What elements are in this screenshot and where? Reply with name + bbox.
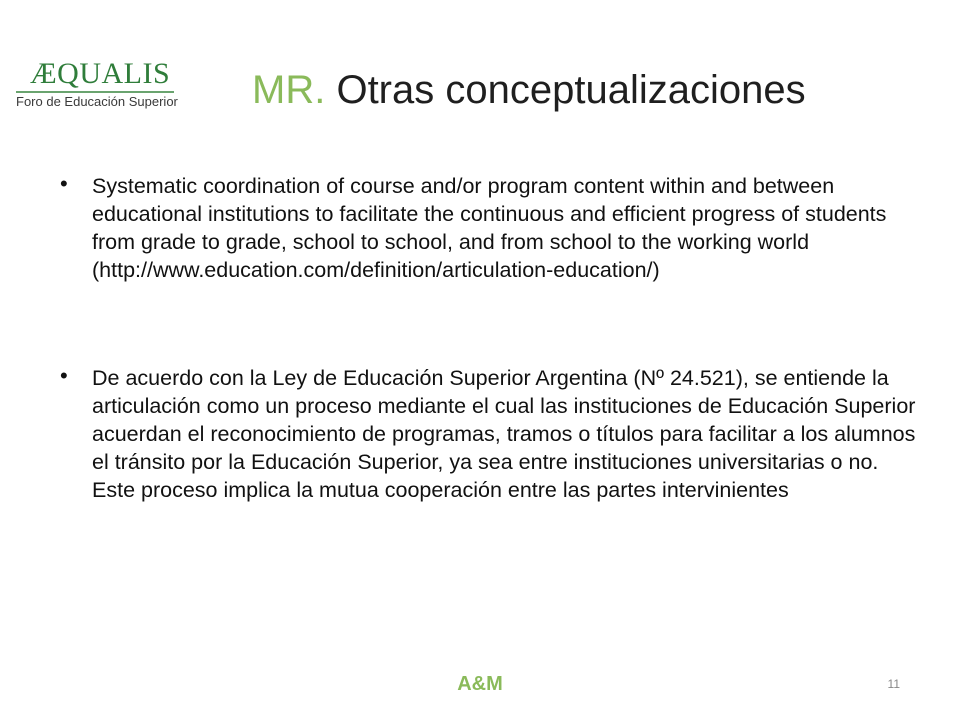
slide-title xyxy=(252,62,806,118)
bullet-list xyxy=(60,172,920,504)
slide-title-main: Otras conceptualizaciones xyxy=(336,68,806,112)
logo-subtitle: Foro de Educación Superior xyxy=(16,94,178,109)
slide-title-prefix: MR. xyxy=(252,68,326,112)
bullet-dot-icon: • xyxy=(60,363,68,388)
bullet-text: Systematic coordination of course and/or program content within and between educational institutions to facilitate the continuous and efficient progress of students from grade to grade, school to school, and from school to the working world (http://www.education.com/definition/articulation-education/) xyxy=(92,174,887,282)
bullet-text: De acuerdo con la Ley de Educación Superior Argentina (Nº 24.521), se entiende la articulación como un proceso mediante el cual las instituciones de Educación Superior acuerdan el reconocimiento de programas, tramos o títulos para facilitar a los alumnos el tránsito por la Educación Superior, ya sea entre instituciones universitarias o no. Este proceso implica la mutua cooperación entre las partes intervinientes xyxy=(92,366,916,502)
logo-divider xyxy=(16,91,174,93)
bullet-item xyxy=(60,172,920,284)
aequalis-logo xyxy=(16,57,178,110)
page-number: 11 xyxy=(887,677,900,691)
bullet-dot-icon: • xyxy=(60,171,68,196)
footer-label: A&M xyxy=(457,673,503,695)
bullet-item xyxy=(60,364,920,504)
logo-wordmark: ÆQUALIS xyxy=(30,57,171,90)
